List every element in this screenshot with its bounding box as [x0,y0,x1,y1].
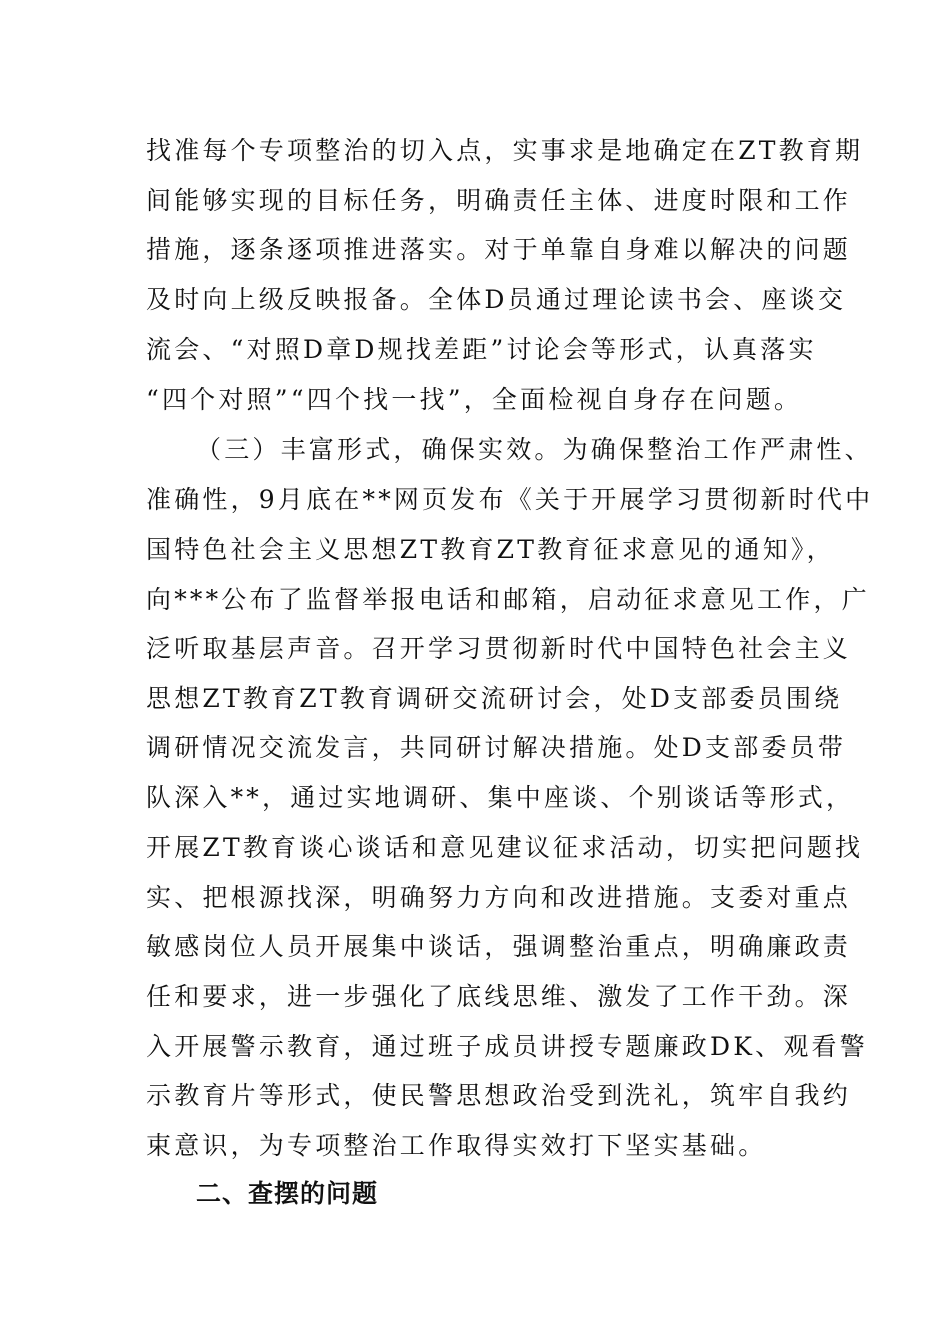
text-line: 及时向上级反映报备。全体D员通过理论读书会、座谈交 [146,285,847,314]
text-line: 流会、“对照D章D规找差距”讨论会等形式，认真落实 [146,335,817,364]
text-line: （三）丰富形式，确保实效。为确保整治工作严肃性、 [196,435,873,464]
section-heading: 二、查摆的问题 [196,1179,379,1208]
text-line: 向***公布了监督举报电话和邮箱，启动征求意见工作，广 [146,585,870,614]
text-line: 找准每个专项整治的切入点，实事求是地确定在ZT教育期 [146,136,864,165]
text-line: 任和要求，进一步强化了底线思维、激发了工作干劲。深 [146,982,852,1011]
text-line: 措施，逐条逐项推进落实。对于单靠自身难以解决的问题 [146,235,852,264]
text-line: 国特色社会主义思想ZT教育ZT教育征求意见的通知》， [146,535,835,564]
text-line: 束意识，为专项整治工作取得实效打下坚实基础。 [146,1131,767,1160]
text-line: 敏感岗位人员开展集中谈话，强调整治重点，明确廉政责 [146,932,852,961]
text-line: 准确性，9月底在**网页发布《关于开展学习贯彻新时代中 [146,485,874,514]
text-line: 调研情况交流发言，共同研讨解决措施。处D支部委员带 [146,733,847,762]
text-line: 队深入**，通过实地调研、集中座谈、个别谈话等形式， [146,783,855,812]
text-line: 间能够实现的目标任务，明确责任主体、进度时限和工作 [146,186,852,215]
text-line: 示教育片等形式，使民警思想政治受到洗礼，筑牢自我约 [146,1081,852,1110]
text-line: 思想ZT教育ZT教育调研交流研讨会，处D支部委员围绕 [146,684,843,713]
text-line: 入开展警示教育，通过班子成员讲授专题廉政DK、观看警 [146,1032,868,1061]
text-line: 泛听取基层声音。召开学习贯彻新时代中国特色社会主义 [146,634,852,663]
text-line: 实、把根源找深，明确努力方向和改进措施。支委对重点 [146,883,852,912]
text-line: “四个对照”“四个找一找”，全面检视自身存在问题。 [146,385,803,414]
text-line: 开展ZT教育谈心谈话和意见建议征求活动，切实把问题找 [146,833,864,862]
